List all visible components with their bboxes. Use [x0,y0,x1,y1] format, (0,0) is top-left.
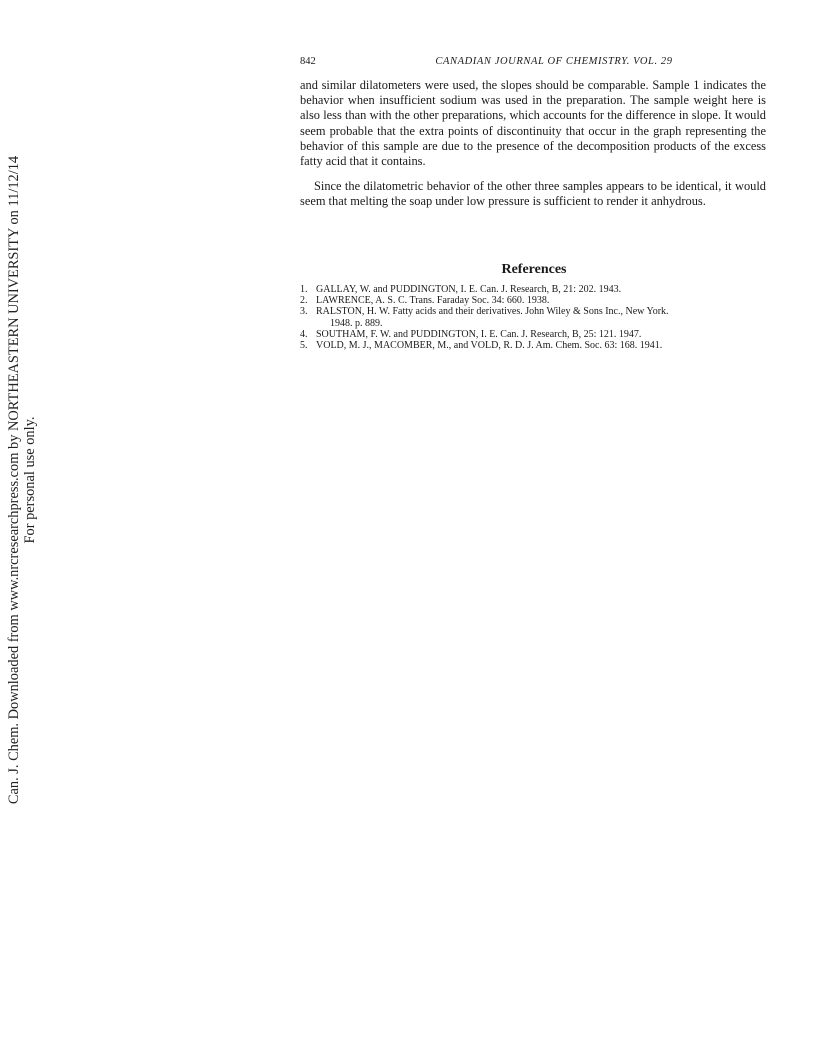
reference-item [300,340,770,351]
reference-item [300,306,770,328]
references-heading: References [501,262,567,277]
reference-text: SOUTHAM, F. W. and PUDDINGTON, I. E. Can. J. Research, B, 25: 121. 1947. [316,328,642,340]
reference-number: 3. [300,306,308,318]
download-watermark [2,120,42,840]
reference-continuation: 1948. p. 889. [330,317,383,329]
reference-number: 4. [300,328,308,340]
paragraph-2: Since the dilatometric behavior of the other three samples appears to be identical, it would seem that melting the soap under low pressure is sufficient to render it anhydrous. [300,179,766,209]
reference-text: VOLD, M. J., MACOMBER, M., and VOLD, R. D. J. Am. Chem. Soc. 63: 168. 1941. [316,340,663,352]
reference-number: 1. [300,284,308,295]
body-text [300,78,766,210]
reference-item [300,329,770,340]
reference-item [300,284,770,295]
reference-number: 5. [300,340,308,352]
running-head: CANADIAN JOURNAL OF CHEMISTRY. VOL. 29 [435,56,673,67]
watermark-line-2: For personal use only. [22,416,38,544]
paragraph-1: and similar dilatometers were used, the slopes should be comparable. Sample 1 indicates the behavior when insufficient sodium was used in the preparation. The sample weight here is also less than with the other preparations, which accounts for the difference in slope. It would seem probable that the extra points of discontinuity that occur in the graph representing the behavior of this sample are due to the presence of the decomposition products of the excess fatty acid that it contains. [300,78,766,169]
references-list [300,284,770,351]
reference-item [300,295,770,306]
reference-text: LAWRENCE, A. S. C. Trans. Faraday Soc. 34: 660. 1938. [316,295,550,307]
reference-number: 2. [300,295,308,307]
page-header [300,56,768,70]
reference-text: RALSTON, H. W. Fatty acids and their derivatives. John Wiley & Sons Inc., New York. [316,306,669,318]
watermark-line-1: Can. J. Chem. Downloaded from www.nrcresearchpress.com by NORTHEASTERN UNIVERSITY on 11/12/14 [6,155,22,805]
reference-text: GALLAY, W. and PUDDINGTON, I. E. Can. J. Research, B, 21: 202. 1943. [316,284,622,295]
page-number: 842 [300,56,316,67]
